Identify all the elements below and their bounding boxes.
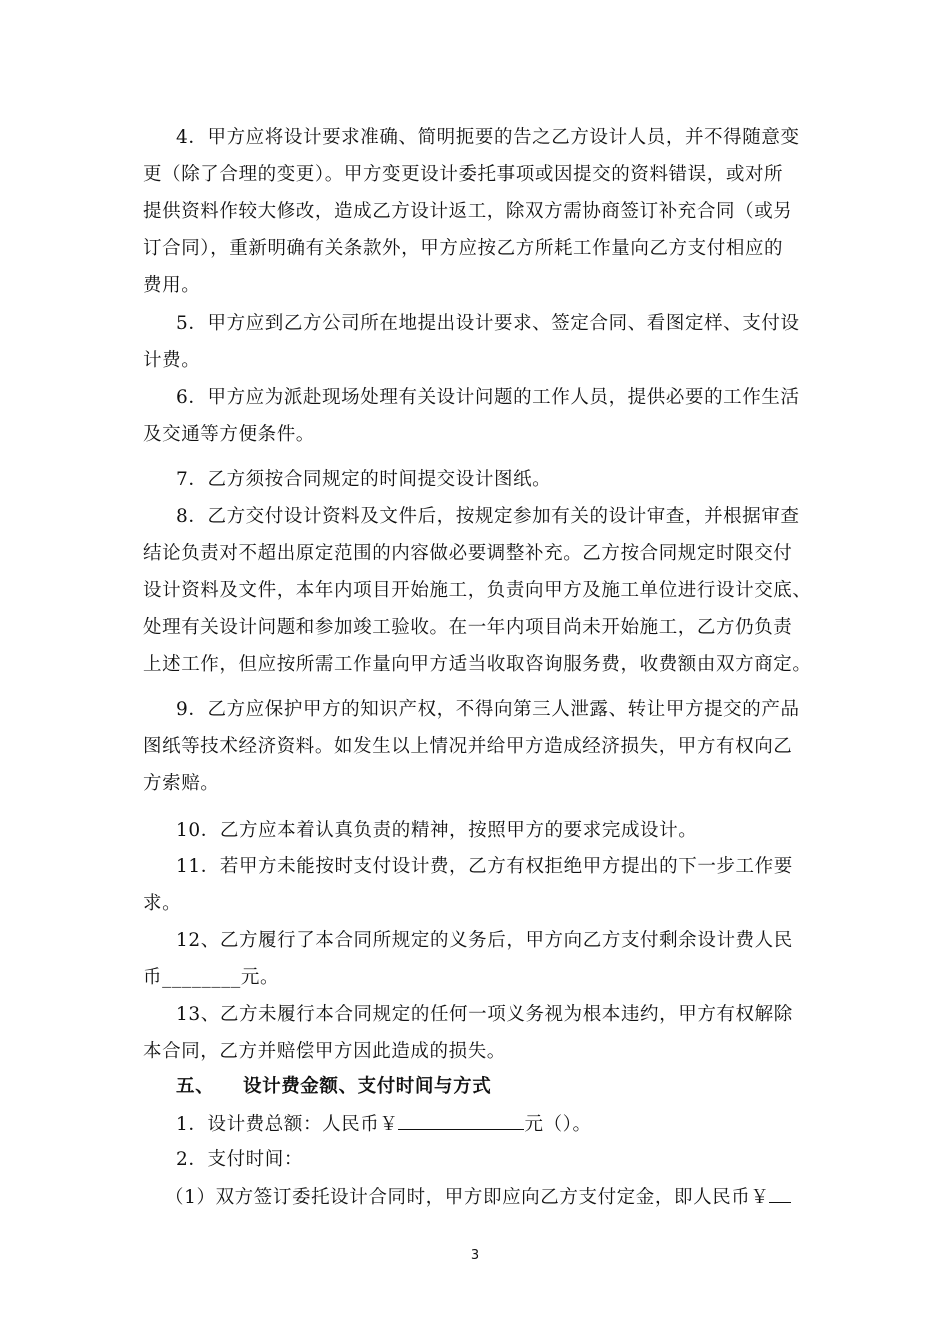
text-line: 8．乙方交付设计资料及文件后，按规定参加有关的设计审查，并根据审查 (176, 506, 800, 527)
deposit-blank (769, 1184, 791, 1203)
fee-total-prefix: 1．设计费总额：人民币￥ (176, 1114, 399, 1135)
fee-total-suffix: 元（）。 (524, 1114, 592, 1135)
text-line: 5．甲方应到乙方公司所在地提出设计要求、签定合同、看图定样、支付设 (176, 313, 800, 334)
text-line: 方索赔。 (143, 773, 220, 794)
text-line: 订合同），重新明确有关条款外，甲方应按乙方所耗工作量向乙方支付相应的 (143, 238, 784, 259)
text-line: 7．乙方须按合同规定的时间提交设计图纸。 (176, 469, 552, 490)
text-line: 计费。 (143, 350, 201, 371)
text-line: 求。 (143, 893, 182, 914)
fee-total-line (176, 1111, 592, 1137)
text-line: 费用。 (143, 275, 201, 296)
text-line: 2．支付时间： (176, 1149, 303, 1170)
text-line: 提供资料作较大修改，造成乙方设计返工，除双方需协商签订补充合同（或另 (143, 201, 793, 222)
deposit-text: （1）双方签订委托设计合同时，甲方即应向乙方支付定金，即人民币￥ (165, 1187, 770, 1208)
text-line: 本合同，乙方并赔偿甲方因此造成的损失。 (143, 1041, 506, 1062)
fee-total-blank (398, 1111, 524, 1130)
section-heading-number: 五、 (176, 1076, 215, 1097)
section-heading-title: 设计费金额、支付时间与方式 (243, 1076, 492, 1097)
text-line: 11．若甲方未能按时支付设计费，乙方有权拒绝甲方提出的下一步工作要 (176, 856, 793, 877)
text-line: 更（除了合理的变更）。甲方变更设计委托事项或因提交的资料错误，或对所 (143, 164, 784, 185)
text-line: 4．甲方应将设计要求准确、简明扼要的告之乙方设计人员，并不得随意变 (176, 127, 800, 148)
text-line: 结论负责对不超出原定范围的内容做必要调整补充。乙方按合同规定时限交付 (143, 543, 793, 564)
text-line: 12、乙方履行了本合同所规定的义务后，甲方向乙方支付剩余设计费人民 (176, 930, 793, 951)
text-line: 9．乙方应保护甲方的知识产权，不得向第三人泄露、转让甲方提交的产品 (176, 699, 800, 720)
text-line: 处理有关设计问题和参加竣工验收。在一年内项目尚未开始施工，乙方仍负责 (143, 617, 793, 638)
text-line: 设计资料及文件，本年内项目开始施工，负责向甲方及施工单位进行设计交底、 (143, 580, 812, 601)
text-line: 图纸等技术经济资料。如发生以上情况并给甲方造成经济损失，甲方有权向乙 (143, 736, 793, 757)
text-line: 及交通等方便条件。 (143, 424, 315, 445)
deposit-line (165, 1184, 791, 1210)
text-line: 上述工作，但应按所需工作量向甲方适当收取咨询服务费，收费额由双方商定。 (143, 654, 812, 675)
text-line: 6．甲方应为派赴现场处理有关设计问题的工作人员，提供必要的工作生活 (176, 387, 800, 408)
text-line: 10．乙方应本着认真负责的精神，按照甲方的要求完成设计。 (176, 820, 698, 841)
text-line: 币________元。 (143, 967, 280, 988)
text-line: 13、乙方未履行本合同规定的任何一项义务视为根本违约，甲方有权解除 (176, 1004, 793, 1025)
page-number: 3 (470, 1248, 480, 1263)
